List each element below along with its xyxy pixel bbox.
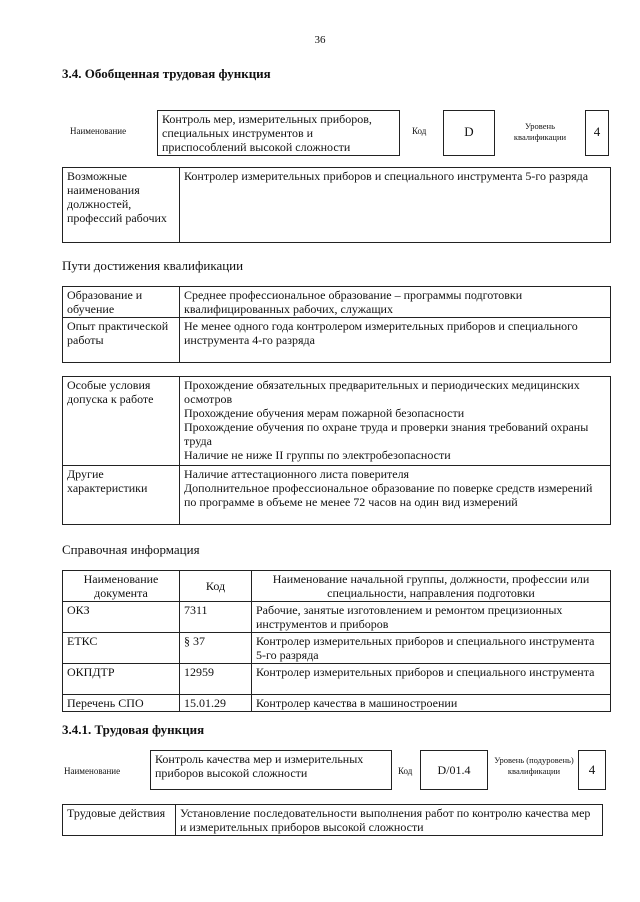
name-label: Наименование bbox=[70, 126, 127, 136]
table-cell: Контролер измерительных приборов и специального инструмента bbox=[252, 664, 611, 695]
table-row bbox=[63, 805, 603, 836]
experience-value: Не менее одного года контролером измерительных приборов и специального инструмента 4-го разряда bbox=[180, 318, 611, 363]
possible-names-label: Возможные наименования должностей, профессий рабочих bbox=[63, 168, 180, 243]
code-label: Код bbox=[412, 126, 427, 136]
table-cell: 12959 bbox=[180, 664, 252, 695]
table-cell: ОКПДТР bbox=[63, 664, 180, 695]
function-name-label: Наименование bbox=[64, 766, 121, 776]
table-row bbox=[63, 633, 611, 664]
labor-actions-label: Трудовые действия bbox=[63, 805, 176, 836]
table-cell: ЕТКС bbox=[63, 633, 180, 664]
condition-item: Прохождение обучения по охране труда и проверки знания требований охраны труда bbox=[184, 420, 589, 448]
page-number: 36 bbox=[314, 34, 326, 46]
function-level-box bbox=[578, 750, 606, 790]
reference-table bbox=[62, 570, 611, 712]
condition-item: Прохождение обучения мерам пожарной безопасности bbox=[184, 406, 465, 420]
characteristic-item: Дополнительное профессиональное образование по поверке средств измерений по программе в объеме не менее 72 часов на один вид измерений bbox=[184, 481, 593, 509]
possible-names-table bbox=[62, 167, 611, 243]
level-value: 4 bbox=[593, 124, 601, 139]
code-value: D bbox=[464, 124, 474, 139]
labor-function-name-value: Контроль качества мер и измерительных приборов высокой сложности bbox=[155, 752, 364, 780]
table-cell: 15.01.29 bbox=[180, 695, 252, 712]
conditions-table bbox=[62, 376, 611, 525]
table-cell: Перечень СПО bbox=[63, 695, 180, 712]
labor-actions-table bbox=[62, 804, 603, 836]
table-cell: 7311 bbox=[180, 602, 252, 633]
section-title: 3.4. Обобщенная трудовая функция bbox=[62, 66, 271, 81]
labor-function-name-box bbox=[150, 750, 392, 790]
special-conditions-label: Особые условия допуска к работе bbox=[63, 377, 180, 466]
table-row bbox=[63, 287, 611, 318]
education-table bbox=[62, 286, 611, 363]
paths-title: Пути достижения квалификации bbox=[62, 258, 244, 273]
table-row bbox=[63, 664, 611, 695]
experience-label: Опыт практической работы bbox=[63, 318, 180, 363]
characteristic-item: Наличие аттестационного листа поверителя bbox=[184, 467, 410, 481]
function-code-label: Код bbox=[398, 766, 413, 776]
table-row bbox=[63, 695, 611, 712]
table-cell: § 37 bbox=[180, 633, 252, 664]
special-conditions-values bbox=[180, 377, 611, 466]
table-cell: Контролер качества в машиностроении bbox=[252, 695, 611, 712]
reference-title: Справочная информация bbox=[62, 542, 200, 557]
education-label: Образование и обучение bbox=[63, 287, 180, 318]
table-cell: Контролер измерительных приборов и специального инструмента 5-го разряда bbox=[252, 633, 611, 664]
table-row bbox=[63, 318, 611, 363]
function-code-box bbox=[420, 750, 488, 790]
table-row bbox=[63, 466, 611, 525]
table-cell: Рабочие, занятые изготовлением и ремонтом прецизионных инструментов и приборов bbox=[252, 602, 611, 633]
condition-item: Наличие не ниже II группы по электробезопасности bbox=[184, 448, 451, 462]
other-characteristics-label: Другие характеристики bbox=[63, 466, 180, 525]
labor-actions-value: Установление последовательности выполнения работ по контролю качества мер и измерительных приборов высокой сложности bbox=[176, 805, 603, 836]
possible-names-value: Контролер измерительных приборов и специального инструмента 5-го разряда bbox=[180, 168, 611, 243]
subsection-title: 3.4.1. Трудовая функция bbox=[62, 722, 205, 737]
education-value: Среднее профессиональное образование – программы подготовки квалифицированных рабочих, служащих bbox=[180, 287, 611, 318]
column-header: Код bbox=[180, 571, 252, 602]
function-name-value: Контроль мер, измерительных приборов, специальных инструментов и приспособлений высокой сложности bbox=[162, 112, 372, 154]
function-level-value: 4 bbox=[588, 762, 596, 777]
level-label: Уровень квалификации bbox=[513, 121, 567, 142]
table-cell: ОКЗ bbox=[63, 602, 180, 633]
table-row bbox=[63, 602, 611, 633]
table-row bbox=[63, 377, 611, 466]
column-header: Наименование начальной группы, должности, профессии или специальности, направления подготовки bbox=[252, 571, 611, 602]
table-header-row bbox=[63, 571, 611, 602]
other-characteristics-values bbox=[180, 466, 611, 525]
level-box bbox=[585, 110, 609, 156]
function-level-label: Уровень (подуровень) квалификации bbox=[494, 755, 574, 776]
column-header: Наименование документа bbox=[63, 571, 180, 602]
function-code-value: D/01.4 bbox=[437, 763, 471, 777]
condition-item: Прохождение обязательных предварительных и периодических медицинских осмотров bbox=[184, 378, 580, 406]
function-name-box bbox=[157, 110, 400, 156]
code-box bbox=[443, 110, 495, 156]
